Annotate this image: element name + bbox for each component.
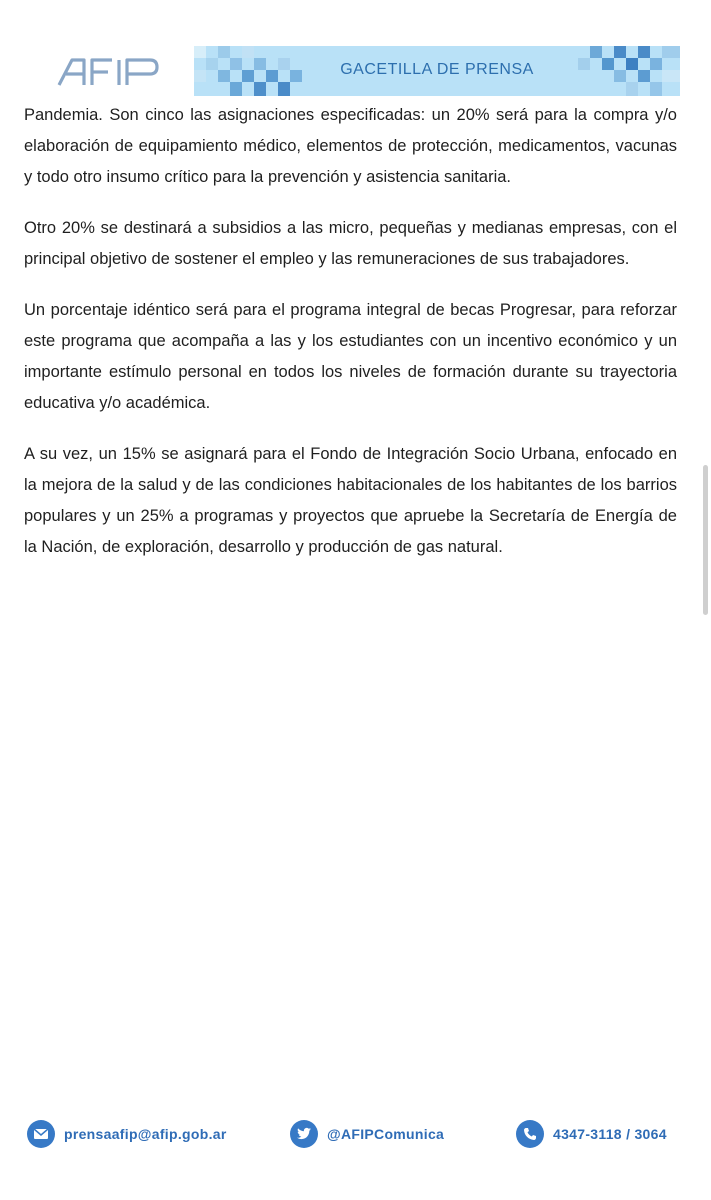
afip-logo	[56, 56, 162, 88]
phone-icon	[516, 1120, 544, 1148]
paragraph: Otro 20% se destinará a subsidios a las micro, pequeñas y medianas empresas, con el principal objetivo de sostener el empleo y las remuneraciones de sus trabajadores.	[24, 219, 677, 268]
banner-title: GACETILLA DE PRENSA	[340, 61, 534, 78]
twitter-icon	[290, 1120, 318, 1148]
article-body	[24, 100, 677, 583]
footer-phone[interactable]	[516, 1120, 667, 1148]
email-link[interactable]: prensaafip@afip.gob.ar	[64, 1126, 227, 1142]
paragraph: A su vez, un 15% se asignará para el Fondo de Integración Socio Urbana, enfocado en la mejora de la salud y de las condiciones habitacionales de los habitantes de los barrios populares y un 25% a programas y proyectos que apruebe la Secretaría de Energía de la Nación, de exploración, desarrollo y producción de gas natural.	[24, 445, 677, 556]
scrollbar[interactable]	[703, 465, 708, 615]
phone-number[interactable]: 4347-3118 / 3064	[553, 1126, 667, 1142]
footer-twitter[interactable]	[290, 1120, 444, 1148]
contact-footer	[0, 1120, 711, 1152]
twitter-handle[interactable]: @AFIPComunica	[327, 1126, 445, 1142]
press-release-banner	[194, 46, 680, 96]
paragraph: Pandemia. Son cinco las asignaciones especificadas: un 20% será para la compra y/o elaboración de equipamiento médico, elementos de protección, medicamentos, vacunas y todo otro insumo crítico para la prevención y asistencia sanitaria.	[24, 106, 677, 186]
footer-email[interactable]	[27, 1120, 227, 1148]
mail-icon	[27, 1120, 55, 1148]
paragraph: Un porcentaje idéntico será para el programa integral de becas Progresar, para reforzar este programa que acompaña a las y los estudiantes con un incentivo económico y un importante estímulo personal en todos los niveles de formación durante su trayectoria educativa y/o académica.	[24, 301, 677, 412]
